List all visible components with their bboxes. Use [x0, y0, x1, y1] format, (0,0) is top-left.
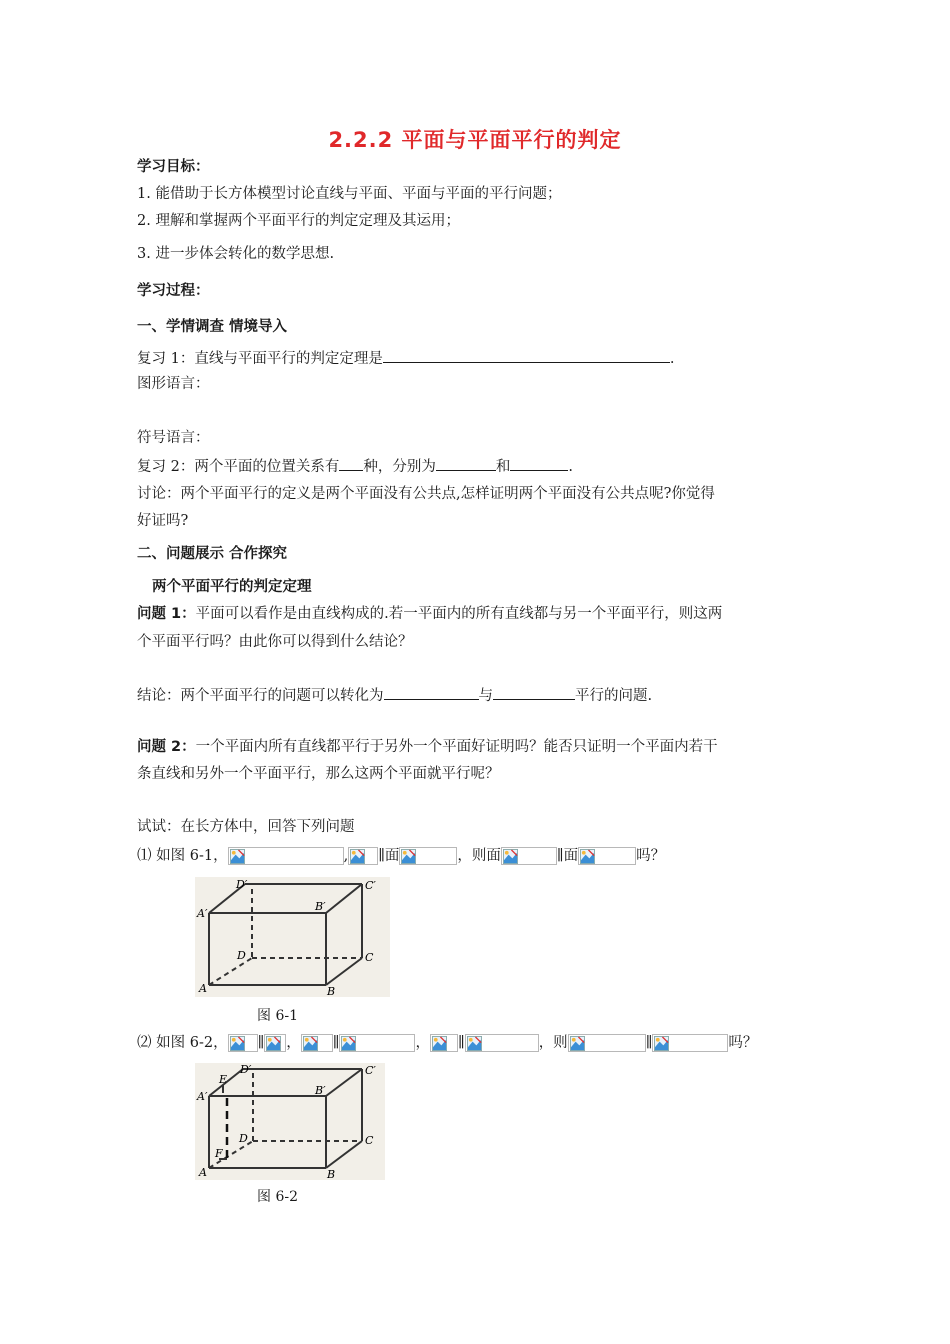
vertex-label: E: [219, 1073, 228, 1086]
question1-line: 个平面平行吗？由此你可以得到什么结论？: [137, 634, 413, 650]
review1-line: [137, 348, 674, 368]
vertex-label: C′: [365, 879, 376, 892]
figure-6-2: [195, 1063, 385, 1180]
conclusion-blank: [493, 685, 575, 700]
formula-placeholder: [228, 1034, 258, 1052]
problem1-text: ∥面: [556, 848, 579, 864]
conclusion-text: 结论：两个平面平行的问题可以转化为: [137, 688, 384, 704]
conclusion-blank: [384, 685, 479, 700]
section2-heading: 二、问题展示 合作探究: [137, 546, 288, 562]
page-title: 2.2.2 平面与平面平行的判定: [328, 128, 622, 152]
vertex-label: B′: [315, 900, 326, 913]
question2-label: 问题 2：: [137, 739, 196, 755]
graphic-language-label: 图形语言：: [137, 376, 210, 392]
broken-image-icon: [432, 1036, 447, 1051]
vertex-label: B′: [315, 1084, 326, 1097]
formula-placeholder: [501, 847, 557, 865]
review2-text: .: [568, 459, 573, 475]
formula-placeholder: [430, 1034, 458, 1052]
problem2-text: ∥: [257, 1035, 265, 1051]
broken-image-icon: [341, 1036, 356, 1051]
formula-placeholder: [578, 847, 636, 865]
figure-6-2-caption: 图 6-2: [257, 1189, 298, 1205]
discussion-line: 好证吗?: [137, 513, 189, 529]
formula-placeholder: [228, 847, 344, 865]
vertex-label: B: [327, 985, 336, 997]
broken-image-icon: [570, 1036, 585, 1051]
review2-blank: [436, 456, 496, 471]
formula-placeholder: [301, 1034, 333, 1052]
problem1-text: ，则面: [457, 848, 501, 864]
vertex-label: D: [237, 949, 246, 962]
review2-line: [137, 456, 573, 476]
problem2-text: ∥: [645, 1035, 653, 1051]
broken-image-icon: [580, 849, 595, 864]
problem2-text: 吗？: [728, 1035, 758, 1051]
formula-placeholder: [465, 1034, 539, 1052]
question2-line: [137, 738, 718, 756]
symbol-language-label: 符号语言：: [137, 430, 210, 446]
review1-suffix: .: [669, 351, 675, 367]
question2-text: 一个平面内所有直线都平行于另外一个平面好证明吗？能否只证明一个平面内若干: [195, 739, 718, 755]
formula-placeholder: [348, 847, 378, 865]
figure-6-1-caption: 图 6-1: [257, 1008, 298, 1024]
review2-blank: [510, 456, 568, 471]
goal-item: 1. 能借助于长方体模型讨论直线与平面、平面与平面的平行问题；: [137, 186, 562, 202]
review1-blank: [383, 348, 670, 363]
formula-placeholder: [399, 847, 457, 865]
question2-line: 条直线和另外一个平面平行，那么这两个平面就平行呢？: [137, 766, 500, 782]
vertex-label: B: [327, 1168, 336, 1180]
goal-item: 2. 理解和掌握两个平面平行的判定定理及其运用；: [137, 213, 460, 229]
problem1-line: [137, 847, 665, 865]
review2-text: 和: [495, 459, 511, 475]
broken-image-icon: [350, 849, 365, 864]
problem2-text: ∥: [332, 1035, 340, 1051]
broken-image-icon: [503, 849, 518, 864]
vertex-label: F: [215, 1147, 223, 1160]
problem2-text: ，: [415, 1035, 430, 1051]
problem1-text: ∥面: [378, 848, 400, 864]
review2-text: 复习 2：两个平面的位置关系有: [137, 459, 340, 475]
formula-placeholder: [568, 1034, 646, 1052]
problem2-line: [137, 1034, 757, 1052]
formula-placeholder: [339, 1034, 415, 1052]
goals-heading: 学习目标：: [137, 159, 210, 175]
review1-prefix: 复习 1：直线与平面平行的判定定理是: [137, 351, 383, 367]
vertex-label: D′: [236, 878, 248, 891]
problem1-text: 吗？: [636, 848, 666, 864]
question1-label: 问题 1：: [137, 606, 196, 622]
section2-subheading: 两个平面平行的判定定理: [152, 579, 312, 595]
process-heading: 学习过程：: [137, 283, 210, 299]
broken-image-icon: [654, 1036, 669, 1051]
problem2-text: ∥: [457, 1035, 465, 1051]
broken-image-icon: [401, 849, 416, 864]
vertex-label: C′: [365, 1064, 376, 1077]
problem2-text: ，则: [538, 1035, 568, 1051]
problem2-text: ⑵ 如图 6-2，: [137, 1035, 228, 1051]
problem2-text: ，: [286, 1035, 301, 1051]
vertex-label: D: [239, 1132, 248, 1145]
vertex-label: A: [199, 982, 207, 995]
broken-image-icon: [230, 1036, 245, 1051]
conclusion-line: [137, 685, 652, 705]
review2-text: 种，分别为: [363, 459, 436, 475]
question1-line: [137, 605, 722, 623]
broken-image-icon: [230, 849, 245, 864]
figure-6-1: [195, 877, 390, 997]
section1-heading: 一、学情调查 情境导入: [137, 319, 288, 335]
vertex-label: C: [365, 951, 374, 964]
discussion-line: 讨论：两个平面平行的定义是两个平面没有公共点,怎样证明两个平面没有公共点呢?你觉得: [137, 486, 715, 502]
formula-placeholder: [652, 1034, 728, 1052]
try-line: 试试：在长方体中，回答下列问题: [137, 819, 355, 835]
broken-image-icon: [467, 1036, 482, 1051]
broken-image-icon: [303, 1036, 318, 1051]
problem1-text: ,: [343, 848, 349, 864]
conclusion-text: 与: [478, 688, 493, 704]
vertex-label: A′: [197, 1090, 208, 1103]
formula-placeholder: [264, 1034, 286, 1052]
conclusion-text: 平行的问题.: [575, 688, 653, 704]
vertex-label: A: [199, 1166, 207, 1179]
vertex-label: A′: [197, 907, 208, 920]
question1-text: 平面可以看作是由直线构成的.若一平面内的所有直线都与另一个平面平行，则这两: [195, 606, 723, 622]
vertex-label: C: [365, 1134, 374, 1147]
goal-item: 3. 进一步体会转化的数学思想.: [137, 246, 335, 262]
problem1-text: ⑴ 如图 6-1，: [137, 848, 228, 864]
vertex-label: D′: [240, 1063, 252, 1076]
broken-image-icon: [266, 1036, 281, 1051]
review2-blank: [339, 456, 363, 471]
